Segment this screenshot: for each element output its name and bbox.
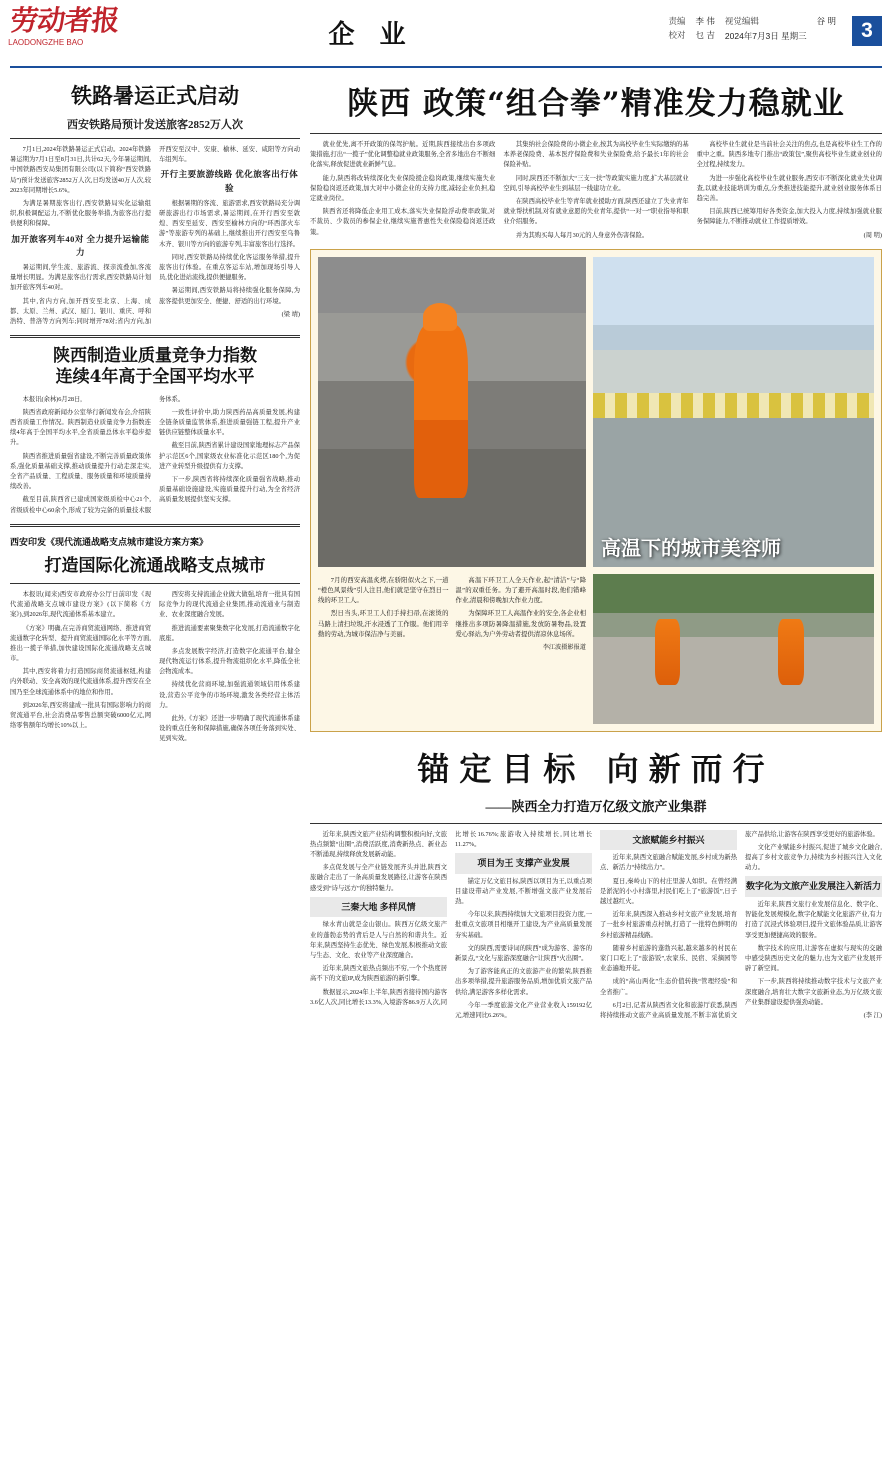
section-title: 企 业 bbox=[328, 20, 414, 50]
main-article-title: 陕西 政策“组合拳”精准发力稳就业 bbox=[347, 86, 845, 122]
photo-street-sweeper bbox=[318, 257, 586, 567]
paragraph: 其中,省内方向,加开西安至北京、上海、成都、太原、兰州、武汉、厦门、银川、重庆、呼和浩特、普洛等方向列车;同时增开78对;省内方向,加开西安至汉中、安康、榆林、延安、咸阳等方向动车组列车。 bbox=[10, 146, 300, 325]
anchor-article-subtitle: ——陕西全力打造万亿级文旅产业集群 bbox=[485, 798, 707, 814]
credit-value-1: 谷 明 bbox=[816, 16, 836, 26]
article3-dateline: 本报讯(闻来)西安市政府办公厅日前印发《现代流通战略支点城市建设方案》(以下简称《方案》),到2026年,现代流通体系基本建立。 bbox=[10, 590, 151, 619]
credit-label-2: 校对 bbox=[668, 30, 686, 41]
paragraph: 数字技术的应用,让游客在虚拟与现实的交融中感受陕西历史文化的魅力,也为文旅产业发展开辟了新空间。 bbox=[745, 944, 882, 973]
paragraph: 烈日当头,环卫工人们手持扫帚,在滚烫的马路上清扫垃圾,汗水浸透了工作服。他们用辛勤的劳动,为城市保洁净与美丽。 bbox=[318, 610, 449, 638]
divider bbox=[10, 524, 300, 527]
logo-title: 劳动者报 bbox=[8, 4, 121, 37]
paragraph: 高温下环卫工人全天作业,起“清洁”与“降温”的双重任务。为了避开高温时段,他们错峰作业,清晨和傍晚加大作业力度。 bbox=[455, 576, 586, 605]
paragraph: 近年来,陕西深入推动乡村文旅产业发展,培育了一批乡村旅游重点村镇,打造了一批特色鲜明的乡村旅游精品线路。 bbox=[600, 911, 737, 939]
article1-subhead-2: 开行主要旅游线路 优化旅客出行体验 bbox=[160, 169, 299, 194]
box-head-sanqin: 三秦大地 多样风情 bbox=[310, 897, 447, 918]
paragraph: 陕西省还将降低企业用工成本,落实失业保险浮动费率政策,对不裁员、少裁员的参保企业,继续实施普惠性失业保险稳岗返还政策。 bbox=[310, 208, 496, 236]
article2-title bbox=[10, 346, 300, 389]
credit-value-0: 李 伟 bbox=[695, 16, 715, 26]
article1-byline: (梁 靖) bbox=[281, 310, 300, 318]
divider bbox=[10, 138, 300, 139]
paragraph: 其中,西安将着力打造国际商贸流通枢纽,构建内外联动、安全高效的现代流通体系,提升西安在全国乃至全球流通体系中的地位和作用。 bbox=[10, 668, 151, 696]
paragraph: 陕西省政府新闻办公室举行新闻发布会,介绍陕西省质量工作情况。陕西制造业质量竞争力指数连续4年高于全国平均水平,全省质量总体水平稳步提升。 bbox=[10, 408, 151, 447]
page-number-badge: 3 bbox=[852, 16, 882, 46]
paragraph: 下一步,陕西将持续推动数字技术与文旅产业深度融合,培育壮大数字文旅新业态,为万亿级文旅产业集群建设提供强劲动能。 bbox=[745, 978, 882, 1006]
publication-date: 2024年7月3日 星期三 bbox=[724, 31, 807, 42]
box-head-project: 项目为王 支撑产业发展 bbox=[455, 853, 592, 874]
paragraph: 文化产业赋能乡村振兴,促进了城乡文化融合,提高了乡村文旅竞争力,持续为乡村振兴注入文化动力。 bbox=[745, 843, 882, 872]
paragraph: 目前,陕西已统筹用好各类资金,加大投入力度,持续加强就业服务保障能力,不断推动就业工作提质增效。 bbox=[696, 208, 882, 226]
main-article-byline: (周 明) bbox=[863, 231, 882, 239]
divider bbox=[310, 823, 882, 824]
anchor-article-title: 锚定目标 向新而行 bbox=[417, 749, 775, 788]
paragraph: 为保障环卫工人高温作业的安全,各企业相继推出多项防暑降温措施,发放防暑物品,设置爱心驿站,为户外劳动者提供清凉休息场所。 bbox=[455, 610, 586, 638]
paragraph: 就业优先,离不开政策的保驾护航。近期,陕西接续出台多项政策措施,打出“一揽子”优化调整稳就业政策服务,全省多地出台不断细化落实,释放促进就业新鲜气息。 bbox=[310, 141, 496, 169]
masthead bbox=[10, 0, 882, 68]
paragraph: 下一步,陕西省将持续深化质量强省战略,推动质量基础设施建设,实施质量提升行动,为全省经济高质量发展提供坚实支撑。 bbox=[159, 475, 300, 504]
photo-credit: 李江波摄影报道 bbox=[542, 644, 586, 652]
paragraph: 为了游客能真正的文旅游产业的繁荣,陕西推出多项举措,提升旅游服务品质,增加优质文旅产品供给,满足游客多样化需求。 bbox=[455, 968, 592, 996]
photo-sanitation-workers bbox=[593, 257, 874, 567]
paragraph: 锚定万亿文旅目标,陕西以项目为王,以重点项目建设带动产业发展,不断增强文旅产业发展后劲。 bbox=[455, 877, 592, 906]
credit-label-0: 责编 bbox=[668, 16, 686, 26]
paragraph: 今年以来,陕西持续加大文旅项目投资力度,一批重点文旅项目相继开工建设,为产业高质量发展夯实基础。 bbox=[455, 911, 592, 939]
paragraph: 截至目前,陕西省累计建设国家地理标志产品保护示范区6个,国家级农业标准化示范区180个,为促进产业转型升级提供有力支撑。 bbox=[159, 442, 300, 470]
photo-row-bottom bbox=[318, 574, 874, 724]
anchor-article-byline: (李 江) bbox=[863, 1011, 882, 1019]
paragraph: 同时,陕西还不断加大“三支一扶”等政策实施力度,扩大基层就业空间,引导高校毕业生到基层一线建功立业。 bbox=[503, 174, 689, 192]
paragraph: 高校毕业生就业是当前社会关注的焦点,也是高校毕业生工作的重中之重。陕西多地专门推出“政策包”,聚焦高校毕业生就业创业的全过程,持续发力。 bbox=[696, 141, 882, 169]
paragraph: 多点促发展与全产业链发展齐头并进,陕西文旅融合走出了一条高质量发展路径,让游客在陕西感受到“诗与远方”的独特魅力。 bbox=[310, 864, 447, 892]
photo-caption-text bbox=[318, 574, 586, 724]
paragraph: 《方案》明确,在完善商贸流通网络、推进商贸流通数字化转型、提升商贸流通国际化水平等方面,推出一揽子举措,加快建设国际化流通战略支点城市。 bbox=[10, 624, 151, 663]
paragraph: 今年一季度旅游文化产业营业收入159192亿元,增速同比6.26%。 bbox=[455, 1001, 592, 1019]
paragraph: 并为其购买每人每月30元的人身意外伤害保险。 bbox=[515, 231, 649, 239]
photo-row-top bbox=[318, 257, 874, 567]
article2-title-line2: 连续4年高于全国平均水平 bbox=[55, 367, 255, 388]
newspaper-logo bbox=[8, 4, 163, 48]
paragraph: 7月的西安高温炙烤,在骄阳似火之下,一道“橙色风景线”引人注目,他们就是坚守在烈日一线的环卫工人。 bbox=[318, 576, 449, 605]
credit-value-2: 乜 吉 bbox=[695, 30, 715, 41]
paragraph: 在陕西高校毕业生等青年就业援助方面,陕西还建立了失业青年就业帮扶机制,对有就业意愿的失业青年,提供“一对一”职业指导和职业介绍服务。 bbox=[503, 197, 689, 226]
paragraph: 到2026年,西安将建成一批具有国际影响力的商贸流通平台,社会消费品零售总额突破6000亿元,网络零售额年均增长10%以上。 bbox=[10, 701, 151, 730]
paragraph: 近年来,陕西文旅融合赋能发展,乡村成为新热点、新活力“持续出力”。 bbox=[600, 854, 737, 872]
paragraph: 文的陕西,需要诗词的陕西“成为游客、游客的新景点,“文化与旅游深度融合”让陕西“火出圈”。 bbox=[455, 944, 592, 962]
paragraph: 暑运期间,学生流、旅游流、探亲流叠加,客流量增长明显。为满足旅客出行需求,西安铁路局计划加开旅客列车40对。 bbox=[10, 264, 151, 292]
paragraph: 陕西省推进质量强省建设,不断完善质量政策体系,强化质量基础支撑,推动质量提升行动走深走实,全省产品质量、工程质量、服务质量和环境质量持续改善。 bbox=[10, 452, 151, 491]
paragraph: 7月1日,2024年铁路暑运正式启动。2024年铁路暑运期为7月1日至8月31日,共计62天,今年暑运期间,中国铁路西安局集团有限公司(以下简称“西安铁路局”)预计发送旅客2852万人次,日均发送40万人次,较2023年同期增长5.6%。 bbox=[10, 146, 151, 194]
paragraph: 近年来,陕西文旅行业发展信息化、数字化、智能化发展规模化,数字化赋能文化旅游产业,有力打造了沉浸式体验项目,提升文旅体验品质,让游客享受更加便捷高效的服务。 bbox=[745, 901, 882, 939]
paragraph: 为满足暑期旅客出行,西安铁路局实化运输组织,积极调配运力,不断优化服务举措,为旅客出行提供便利和保障。 bbox=[10, 199, 151, 228]
article1-title: 铁路暑运正式启动 bbox=[71, 83, 239, 108]
paragraph: 6月2日,记者从陕西省文化和旅游厅获悉,陕西将持续推动文旅产业高质量发展,不断丰富优质文旅产品供给,让游客在陕西享受更好的旅游体验。 bbox=[600, 830, 879, 1019]
left-column bbox=[10, 76, 300, 745]
divider bbox=[10, 583, 300, 584]
paragraph: 数据显示,2024年上半年,陕西省接待国内游客3.6亿人次,同比增长13.3%,入境游客86.9万人次,同比增长16.76%;旅游收入持续增长,同比增长11.27%。 bbox=[310, 830, 592, 1006]
paragraph: 夏日,秦岭山下的村庄里游人如织。在曾经满是淤泥的小小村落里,村民们吃上了“旅游饭”,日子越过越红火。 bbox=[600, 877, 737, 906]
paragraph: 能力,陕西将改转续深化失业保险援企稳岗政策,继续实施失业保险稳岗返还政策,加大对中小微企业的支持力度,减轻企业负担,稳定就业岗位。 bbox=[310, 174, 496, 202]
anchor-article-body bbox=[310, 830, 882, 1021]
paragraph: 西安将支持流通企业做大做强,培育一批具有国际竞争力的现代流通企业集团,推动流通业与制造业、农业深度融合发展。 bbox=[159, 590, 300, 619]
main-article-body bbox=[310, 140, 882, 243]
article2-body bbox=[10, 395, 300, 516]
article3-kicker: 西安印发《现代流通战略支点城市建设方案方案》 bbox=[10, 536, 209, 547]
paragraph: 同时,西安铁路局持续优化客运服务举措,提升旅客出行体验。在重点客运车站,增加现场引导人员,优化进站流线,提供便捷服务。 bbox=[159, 253, 300, 282]
article2-title-line1: 陕西制造业质量竞争力指数 bbox=[53, 346, 257, 367]
article1-subhead-1: 加开旅客列车40对 全力提升运输能力 bbox=[11, 233, 150, 258]
paragraph: 一致性评价中,助力陕西药品高质量发展,构建全链条质量监管体系,推进质量强链工程,提升产业链供应链整体质量水平。 bbox=[159, 408, 300, 437]
article1-subtitle: 西安铁路局预计发送旅客2852万人次 bbox=[67, 119, 243, 131]
photo-feature-block bbox=[310, 249, 882, 732]
paragraph: 随着乡村旅游的蓬勃兴起,越来越多的村民在家门口吃上了“旅游饭”,农家乐、民宿、采摘园等业态遍地开花。 bbox=[600, 944, 737, 973]
credits-block bbox=[669, 16, 837, 42]
masthead-meta bbox=[582, 4, 882, 46]
paragraph: 根据暑期的客流、旅游需求,西安铁路局充分调研旅游出行市场需求,暑运期间,在开行西安至敦煌、西安至延安、西安至榆林方向的“环西部火车游”等旅游专列的基础上,继续推出开行西安至乌鲁木齐、银川等方向的旅游专列,丰富旅客出行选择。 bbox=[159, 199, 300, 248]
paragraph: 近年来,陕西文旅产业结构调整积极向好,文旅热点频繁“出圈”,消费活跃度,消费新热点、新业态不断涌现,持续释放发展新动能。 bbox=[310, 830, 447, 859]
paragraph: 成的“高山两化”生态价值转换“管理经验”和全省推广。 bbox=[600, 978, 737, 996]
box-head-rural: 文旅赋能乡村振兴 bbox=[600, 830, 737, 851]
paragraph: 推进流通要素聚集数字化发展,打造流通数字化底座。 bbox=[159, 624, 300, 642]
paragraph: 持续优化营商环境,加强流通领域信用体系建设,营造公平竞争的市场环境,激发各类经营主体活力。 bbox=[159, 681, 300, 709]
article3-body bbox=[10, 590, 300, 745]
paragraph: 其集纳社会保险费的小微企业,按其为高校毕业生实际缴纳的基本养老保险费、基本医疗保险费和失业保险费,给予最长1年的社会保险补贴。 bbox=[503, 141, 689, 169]
divider bbox=[310, 133, 882, 134]
article3-title: 打造国际化流通战略支点城市 bbox=[44, 555, 266, 576]
paragraph: 此外,《方案》还进一步明确了现代流通体系建设的重点任务和保障措施,确保各项任务落到实处、见到实效。 bbox=[159, 715, 300, 743]
page-body bbox=[10, 76, 882, 1021]
paragraph: 暑运期间,西安铁路局将持续强化服务保障,为旅客提供更加安全、便捷、舒适的出行环境。 bbox=[159, 287, 300, 305]
photo-road-washing bbox=[593, 574, 874, 724]
paragraph: 近年来,陕西文旅热点频出不穷,一个个热度居高不下的文旅IP,成为陕西旅游的新引擎。 bbox=[310, 965, 447, 983]
right-column bbox=[310, 76, 882, 1021]
photo-caption-title: 高温下的城市美容师 bbox=[601, 535, 781, 560]
paragraph: 绿水青山就是金山银山。陕西万亿级文旅产业的蓬勃态势的背后是人与自然的和谐共生。近年来,陕西坚持生态优先、绿色发展,积极推动文旅与生态、文化、农业等产业深度融合。 bbox=[310, 921, 447, 959]
logo-subtitle: LAODONGZHE BAO bbox=[8, 37, 84, 47]
box-head-digital: 数字化为文旅产业发展注入新活力 bbox=[745, 876, 882, 897]
article1-body bbox=[10, 145, 300, 327]
paragraph: 多点发展数字经济,打造数字化流通平台,健全现代物流运行体系,提升物流组织化水平,降低全社会物流成本。 bbox=[159, 647, 300, 676]
paragraph: 截至目前,陕西省已建成国家级质检中心21个,省级质检中心60余个,形成了较为完备的质量技术服务体系。 bbox=[10, 395, 185, 514]
section-title-wrap bbox=[160, 4, 582, 51]
divider bbox=[10, 335, 300, 338]
paragraph: 为进一步强化高校毕业生就业服务,西安市不断深化就业失业调查,以就业技能培训为重点,分类推进技能提升,就业创业服务体系日趋完善。 bbox=[696, 174, 882, 202]
credit-label-1: 视觉编辑 bbox=[724, 16, 759, 26]
article2-dateline: 本报讯(余林)6月28日, bbox=[22, 395, 82, 403]
